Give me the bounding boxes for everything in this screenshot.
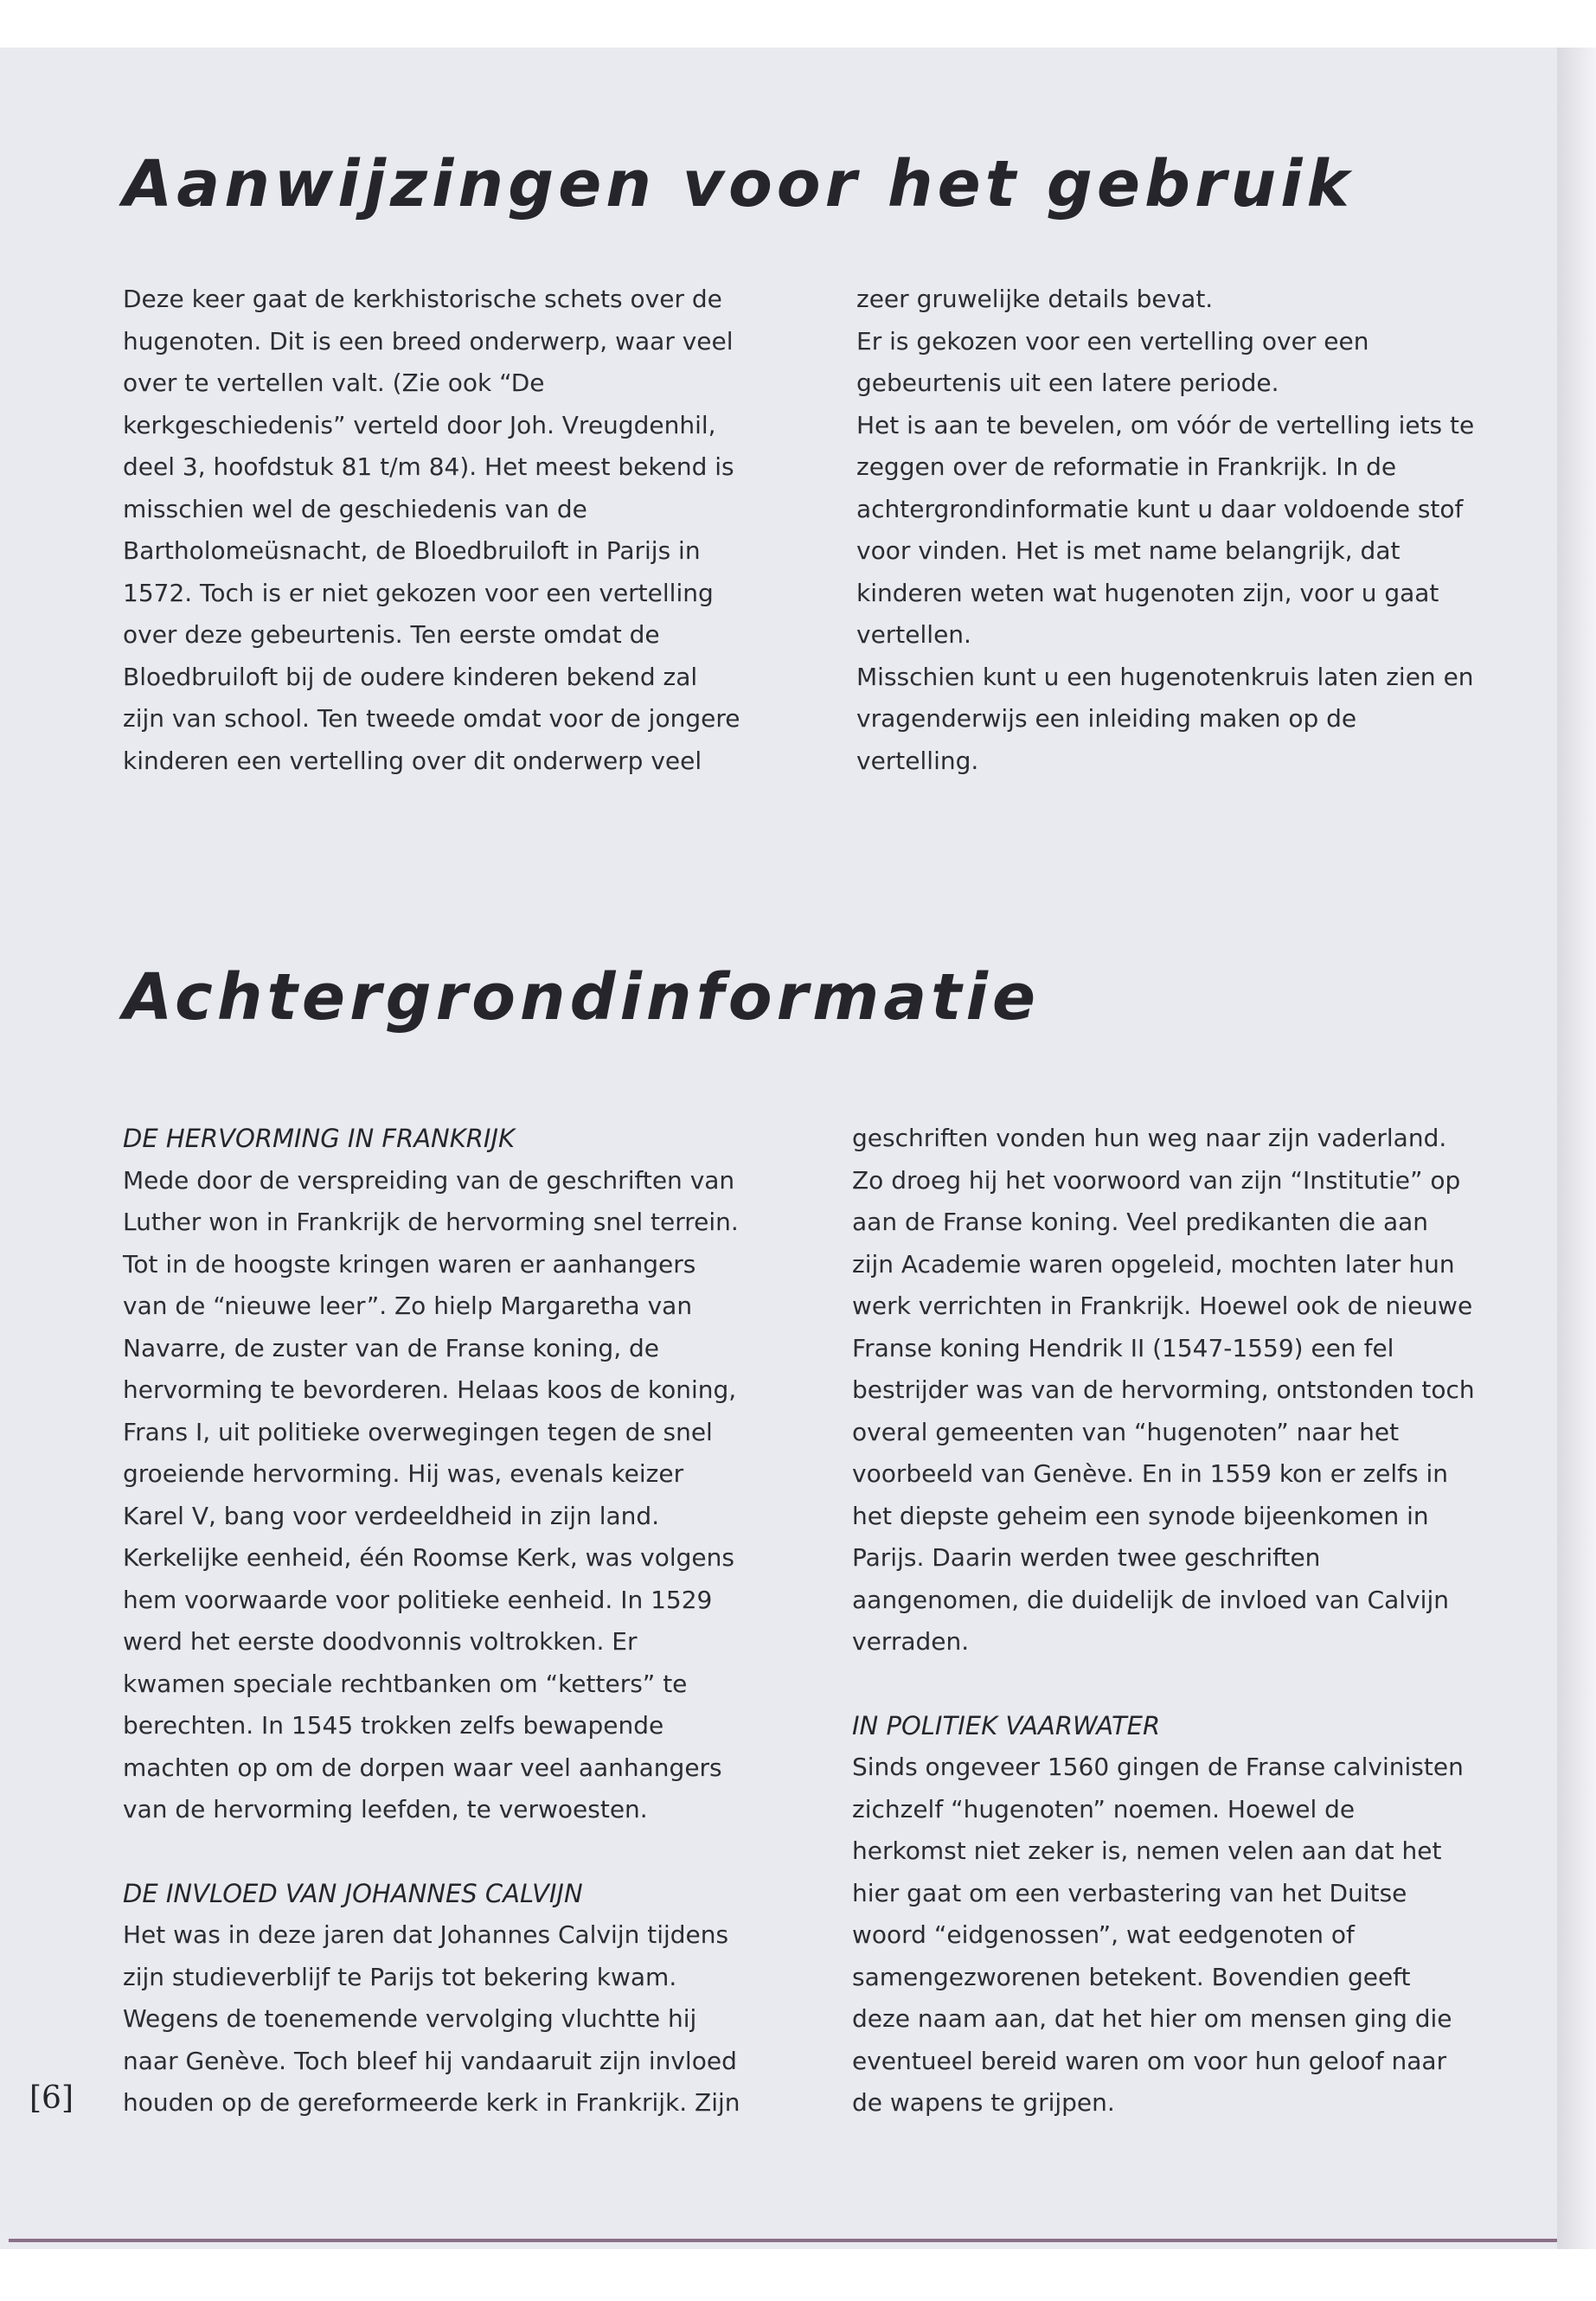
body-paragraph: Mede door de verspreiding van de geschriften van Luther won in Frankrijk de hervorming snel terrein. Tot in de hoogste kringen waren er aanhangers van de “nieuwe leer”. Zo hielp Margaretha van Navarre, de zuster van de Franse koning, de hervorming te bevorderen. Helaas koos de koning, Frans I, uit politieke overwegingen tegen de snel groeiende hervorming. Hij was, evenals keizer Karel V, bang voor verdeeldheid in zijn land. — [123, 1165, 739, 1530]
usage-paragraph: Er is gekozen voor een vertelling over een gebeurtenis uit een latere periode. — [856, 326, 1369, 397]
body-paragraph: Het was in deze jaren dat Johannes Calvijn tijdens zijn studieverblijf te Parijs tot bekering kwam. Wegens de toenemende vervolging vluchtte hij naar Genève. Toch bleef hij vandaaruit zijn invloed houden op de gereformeerde kerk in Frankrijk. Zijn — [123, 1920, 740, 2117]
usage-paragraph: Deze keer gaat de kerkhistorische schets over de hugenoten. Dit is een breed onderwerp, waar veel over te vertellen valt. (Zie ook “De kerkgeschiedenis” verteld door Joh. Vreugdenhil, deel 3, hoofdstuk 81 t/m 84). Het meest bekend is misschien wel de geschiedenis van de Bartholomeüsnacht, de Bloedbruiloft in Parijs in 1572. Toch is er niet gekozen voor een vertelling over deze gebeurtenis. Ten eerste omdat de Bloedbruiloft bij de oudere kinderen bekend zal zijn van school. Ten tweede omdat voor de jongere kinderen een vertelling over dit onderwerp veel — [123, 285, 740, 775]
usage-paragraph: Het is aan te bevelen, om vóór de vertelling iets te zeggen over de reformatie in Frankrijk. In de achtergrondinformatie kunt u daar voldoende stof voor vinden. Het is met name belangrijk, dat kinderen weten wat hugenoten zijn, voor u gaat vertellen. — [856, 410, 1475, 649]
body-paragraph: Sinds ongeveer 1560 gingen de Franse calvinisten zichzelf “hugenoten” noemen. Hoewel de herkomst niet zeker is, nemen velen aan dat het hier gaat om een verbastering van het Duitse woord “eidgenossen”, wat eedgenoten of samengezworenen betekent. Bovendien geeft deze naam aan, dat het hier om mensen ging die eventueel bereid waren om voor hun geloof naar de wapens te grijpen. — [852, 1753, 1464, 2117]
bottom-rule — [9, 2239, 1557, 2242]
subheading-hervorming: DE HERVORMING IN FRANKRIJK — [123, 1124, 516, 1153]
usage-left-column — [123, 279, 746, 782]
usage-right-column — [856, 279, 1479, 782]
subheading-calvijn: DE INVLOED VAN JOHANNES CALVIJN — [123, 1878, 583, 1908]
heading-background: Achtergrondinformatie — [123, 960, 1041, 1035]
background-left-column — [123, 1118, 746, 2125]
usage-paragraph: zeer gruwelijke details bevat. — [856, 285, 1214, 313]
body-paragraph-continued: geschriften vonden hun weg naar zijn vaderland. Zo droeg hij het voorwoord van zijn “Institutie” op aan de Franse koning. Veel predikanten die aan zijn Academie waren opgeleid, mochten later hun werk verrichten in Frankrijk. Hoewel ook de nieuwe Franse koning Hendrik II (1547-1559) een fel bestrijder was van de hervorming, ontstonden toch overal gemeenten van “hugenoten” naar het voorbeeld van Genève. En in 1559 kon er zelfs in het diepste geheim een synode bijeenkomen in Parijs. Daarin werden twee geschriften aangenomen, die duidelijk de invloed van Calvijn verraden. — [852, 1124, 1475, 1656]
heading-usage: Aanwijzingen voor het gebruik — [123, 147, 1354, 221]
body-paragraph: Kerkelijke eenheid, één Roomse Kerk, was volgens hem voorwaarde voor politieke eenheid. In 1529 werd het eerste doodvonnis voltrokken. Er kwamen speciale rechtbanken om “ketters” te berechten. In 1545 trokken zelfs bewapende machten op om de dorpen waar veel aanhangers van de hervorming leefden, te verwoesten. — [123, 1543, 734, 1823]
page-number: [6] — [29, 2080, 74, 2116]
background-right-column — [852, 1118, 1475, 2125]
page-edge — [1557, 48, 1596, 2249]
subheading-politiek: IN POLITIEK VAARWATER — [852, 1710, 1161, 1740]
usage-paragraph: Misschien kunt u een hugenotenkruis laten zien en vragenderwijs een inleiding maken op de vertelling. — [856, 662, 1474, 775]
